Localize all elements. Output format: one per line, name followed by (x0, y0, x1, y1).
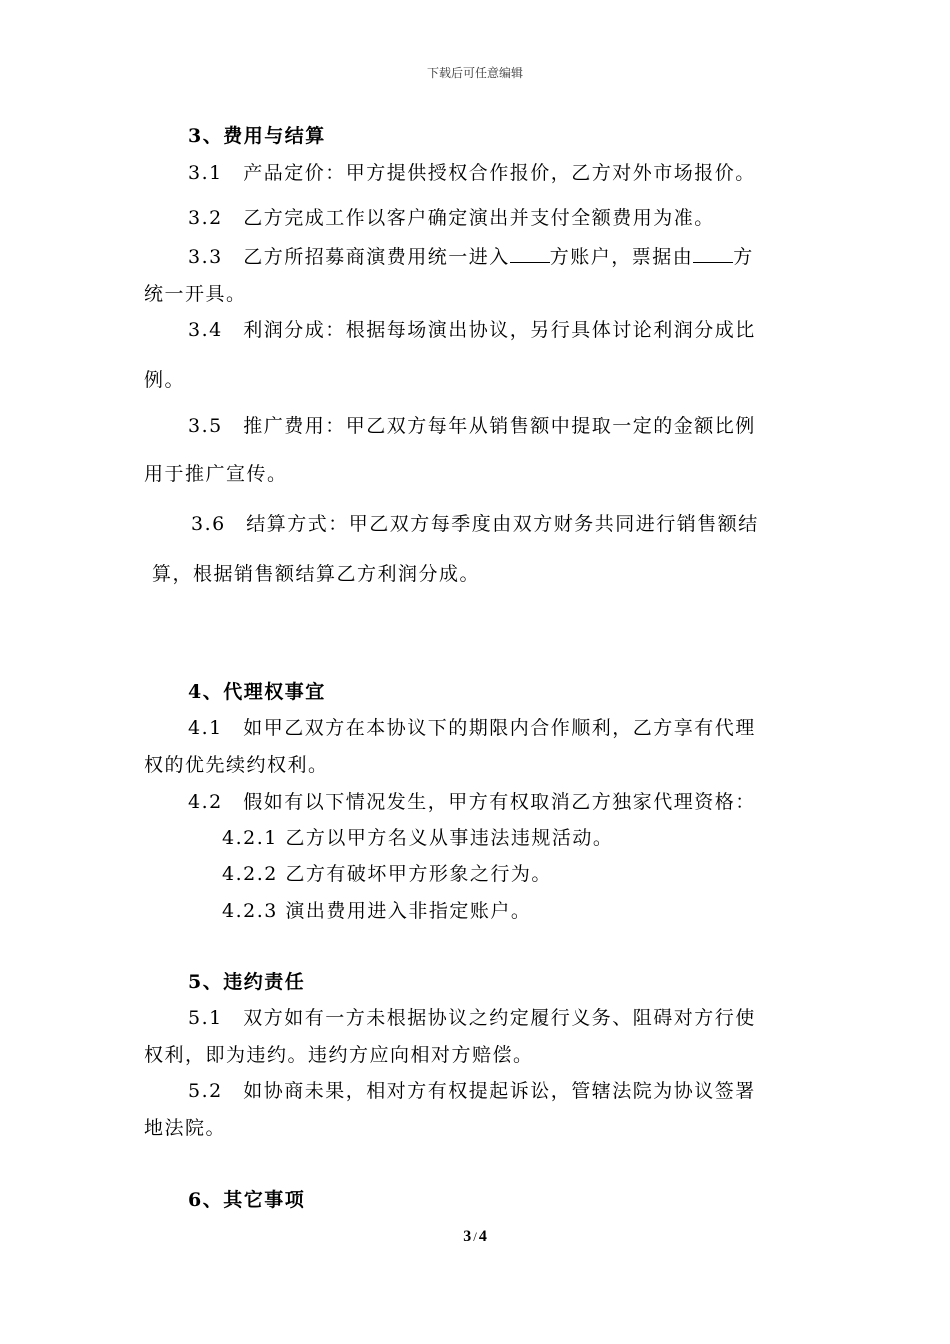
clause-3-3-part-c: 方 (733, 246, 754, 268)
clause-4-2-3: 4.2.3 演出费用进入非指定账户。 (222, 900, 532, 922)
clause-3-2: 3.2 乙方完成工作以客户确定演出并支付全额费用为准。 (188, 207, 715, 229)
clause-3-6-line1: 3.6 结算方式：甲乙双方每季度由双方财务共同进行销售额结 (191, 513, 759, 535)
section-3-heading: 3、费用与结算 (188, 125, 326, 147)
clause-3-5-line2: 用于推广宣传。 (144, 463, 288, 485)
clause-5-1-line1: 5.1 双方如有一方未根据协议之约定履行义务、阻碍对方行使 (188, 1007, 756, 1029)
total-pages: 4 (478, 1228, 487, 1245)
clause-5-2-line1: 5.2 如协商未果，相对方有权提起诉讼，管辖法院为协议签署 (188, 1080, 756, 1102)
clause-3-1: 3.1 产品定价：甲方提供授权合作报价，乙方对外市场报价。 (188, 162, 756, 184)
blank-field (510, 244, 550, 263)
section-6-heading: 6、其它事项 (188, 1189, 306, 1211)
clause-3-3-line2: 统一开具。 (144, 283, 247, 305)
clause-3-4-line2: 例。 (144, 369, 186, 391)
clause-4-1-line1: 4.1 如甲乙双方在本协议下的期限内合作顺利，乙方享有代理 (188, 717, 756, 739)
clause-5-1-line2: 权利，即为违约。违约方应向相对方赔偿。 (144, 1044, 534, 1066)
clause-3-6-line2: 算，根据销售额结算乙方利润分成。 (152, 563, 481, 585)
clause-5-2-line2: 地法院。 (144, 1117, 227, 1139)
section-5-heading: 5、违约责任 (188, 971, 306, 993)
section-4-heading: 4、代理权事宜 (188, 681, 326, 703)
clause-3-4-line1: 3.4 利润分成：根据每场演出协议，另行具体讨论利润分成比 (188, 319, 756, 341)
blank-field (693, 244, 733, 263)
page-header: 下载后可任意编辑 (426, 66, 523, 80)
clause-4-2-1: 4.2.1 乙方以甲方名义从事违法违规活动。 (222, 827, 614, 849)
clause-3-3-part-a: 3.3 乙方所招募商演费用统一进入 (188, 246, 510, 268)
page-number (0, 1228, 950, 1246)
clause-4-1-line2: 权的优先续约权利。 (144, 754, 329, 776)
clause-3-3-line1 (188, 244, 754, 269)
current-page: 3 (463, 1228, 472, 1245)
clause-4-2: 4.2 假如有以下情况发生，甲方有权取消乙方独家代理资格： (188, 791, 756, 813)
clause-4-2-2: 4.2.2 乙方有破坏甲方形象之行为。 (222, 863, 552, 885)
page-separator: / (473, 1229, 477, 1244)
clause-3-3-part-b: 方账户，票据由 (549, 246, 694, 268)
clause-3-5-line1: 3.5 推广费用：甲乙双方每年从销售额中提取一定的金额比例 (188, 415, 756, 437)
